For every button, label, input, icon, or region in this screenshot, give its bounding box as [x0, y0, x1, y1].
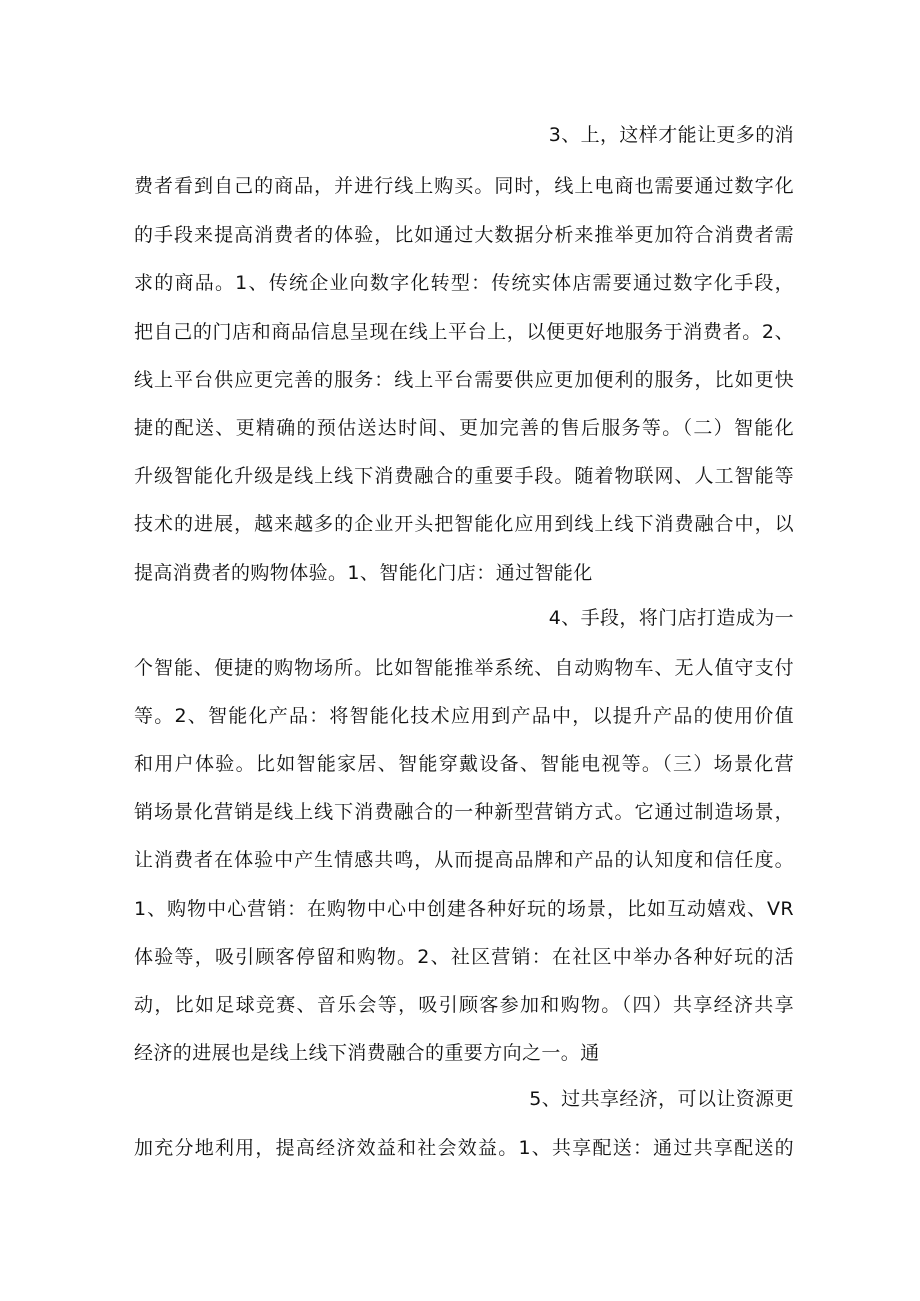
paragraph-line: 把自己的门店和商品信息呈现在线上平台上，以便更好地服务于消费者。2、: [134, 321, 794, 343]
paragraph-line: 加充分地利用，提高经济效益和社会效益。1、共享配送：通过共享配送的: [134, 1137, 794, 1159]
paragraph-line: 费者看到自己的商品，并进行线上购买。同时，线上电商也需要通过数字化: [134, 175, 794, 197]
section-lead-5: 5、过共享经济，可以让资源更: [529, 1088, 794, 1110]
paragraph-line: 销场景化营销是线上线下消费融合的一种新型营销方式。它通过制造场景，: [134, 801, 794, 823]
paragraph-line: 提高消费者的购物体验。1、智能化门店：通过智能化: [134, 562, 593, 584]
paragraph-line: 升级智能化升级是线上线下消费融合的重要手段。随着物联网、人工智能等: [134, 465, 794, 487]
paragraph-line: 等。2、智能化产品：将智能化技术应用到产品中，以提升产品的使用价值: [134, 705, 794, 727]
paragraph-line: 1、购物中心营销：在购物中心中创建各种好玩的场景，比如互动嬉戏、VR: [134, 898, 794, 920]
paragraph-line: 捷的配送、更精确的预估送达时间、更加完善的售后服务等。（二）智能化: [134, 417, 794, 439]
paragraph-line: 让消费者在体验中产生情感共鸣，从而提高品牌和产品的认知度和信任度。: [134, 849, 794, 871]
paragraph-line: 经济的进展也是线上线下消费融合的重要方向之一。通: [134, 1042, 600, 1064]
section-lead-3: 3、上，这样才能让更多的消: [548, 124, 794, 146]
paragraph-line: 和用户体验。比如智能家居、智能穿戴设备、智能电视等。（三）场景化营: [134, 753, 794, 775]
section-lead-4: 4、手段，将门店打造成为一: [548, 607, 794, 629]
paragraph-line: 技术的进展，越来越多的企业开头把智能化应用到线上线下消费融合中，以: [134, 513, 794, 535]
paragraph-line: 个智能、便捷的购物场所。比如智能推举系统、自动购物车、无人值守支付: [134, 657, 794, 679]
paragraph-line: 线上平台供应更完善的服务：线上平台需要供应更加便利的服务，比如更快: [134, 369, 794, 391]
paragraph-line: 的手段来提高消费者的体验，比如通过大数据分析来推举更加符合消费者需: [134, 224, 794, 246]
paragraph-line: 求的商品。1、传统企业向数字化转型：传统实体店需要通过数字化手段，: [134, 272, 794, 294]
paragraph-line: 体验等，吸引顾客停留和购物。2、社区营销：在社区中举办各种好玩的活: [134, 946, 794, 968]
paragraph-line: 动，比如足球竞赛、音乐会等，吸引顾客参加和购物。（四）共享经济共享: [134, 994, 794, 1016]
